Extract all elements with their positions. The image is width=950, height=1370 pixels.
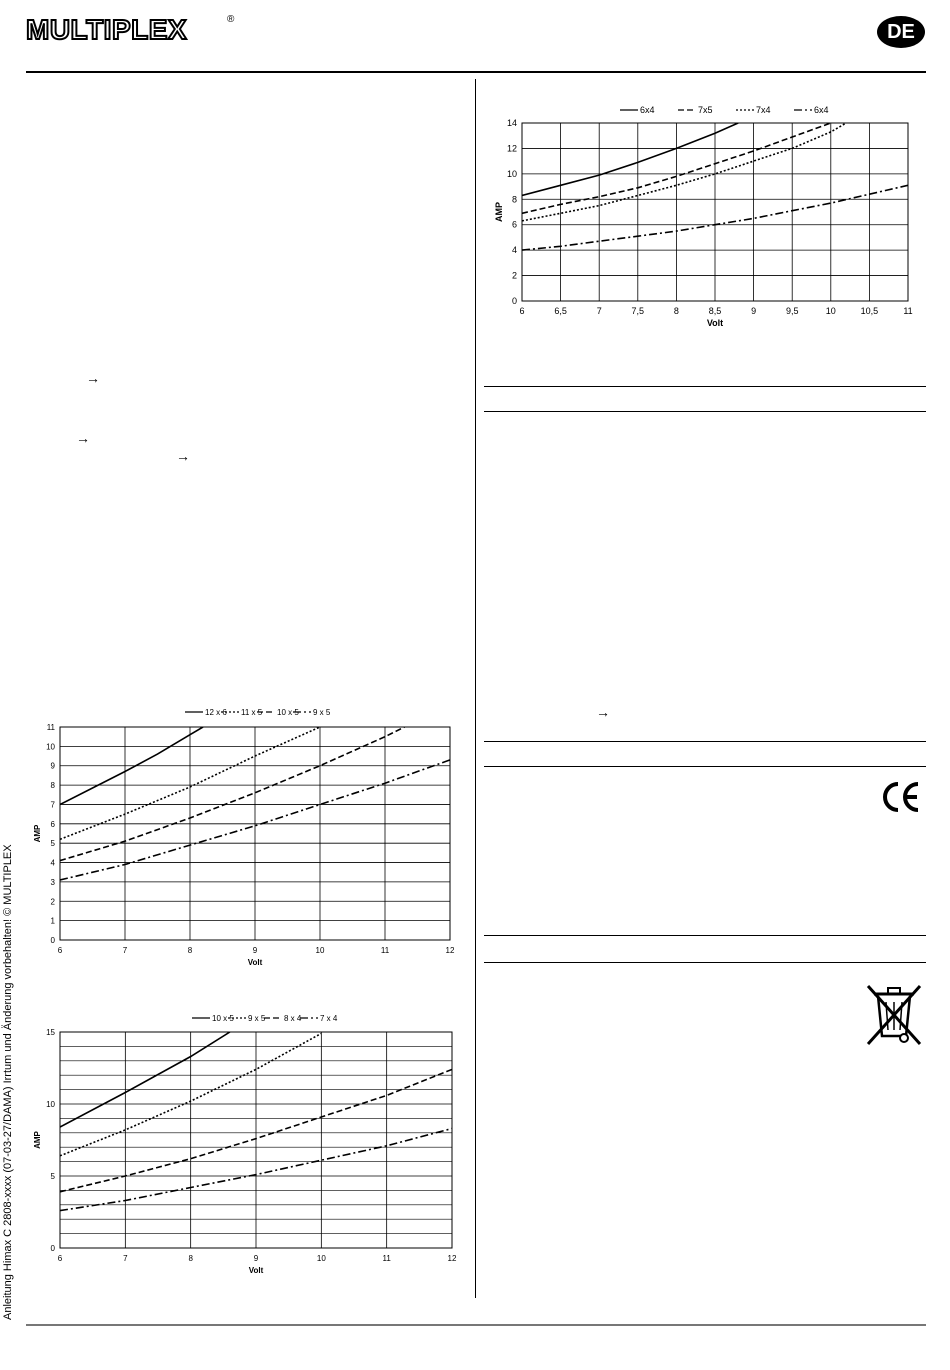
y-tick-label: 12 [506,143,517,154]
x-axis-label: Volt [248,1266,264,1275]
x-tick-label: 7 [123,1254,128,1263]
x-tick-label: 12 [447,1254,457,1263]
legend-label: 6x4 [640,105,655,115]
sidebar-legal-text: Anleitung Himax C 2808-xxxx (07-03-27/DAMA) Irrtum und Änderung vorbehalten! © MULTIPLEX [2,844,14,1320]
y-tick-label: 5 [50,839,55,849]
y-tick-label: 10 [506,168,517,179]
y-tick-label: 10 [46,742,55,752]
legend-label: 9 x 5 [313,708,331,717]
y-tick-label: 11 [46,723,55,732]
section-rule [484,741,926,742]
legend-label: 11 x 5 [241,708,263,717]
y-tick-label: 4 [50,858,55,868]
section-rule [484,766,926,767]
x-tick-label: 10,5 [860,306,879,316]
x-tick-label: 7,5 [631,306,645,316]
crossed-bin-icon [864,982,924,1048]
section-rule [484,411,926,412]
y-tick-label: 0 [50,936,55,945]
x-tick-label: 6 [57,1254,63,1263]
current-chart-small-props [490,98,920,348]
x-tick-label: 12 [445,946,455,955]
legend-label: 8 x 4 [284,1014,302,1023]
column-divider [475,79,476,1298]
x-tick-label: 11 [380,946,390,955]
arrow-icon: → [596,704,610,720]
legend-label: 9 x 5 [248,1014,266,1023]
y-tick-label: 9 [50,761,55,771]
x-tick-label: 7 [596,306,602,316]
x-tick-label: 8 [188,1254,193,1263]
x-tick-label: 10 [315,946,325,955]
x-tick-label: 9 [253,1254,259,1263]
ce-mark-icon [880,780,922,814]
x-tick-label: 8 [187,946,193,955]
y-tick-label: 8 [511,194,517,205]
current-chart-large-props [30,1010,470,1285]
legend-label: 7x4 [756,105,771,115]
legend-label: 10 x 5 [212,1014,234,1023]
arrow-icon: → [86,370,100,386]
x-tick-label: 11 [382,1254,391,1263]
y-tick-label: 6 [511,219,517,230]
y-tick-label: 8 [50,781,55,791]
y-tick-label: 6 [50,819,55,829]
section-rule [484,386,926,387]
legend-label: 10 x 5 [277,708,299,717]
legend-label: 7x5 [698,105,713,115]
y-axis-label: AMP [33,824,42,843]
x-axis-label: Volt [706,318,724,328]
x-tick-label: 7 [122,946,128,955]
y-axis-label: AMP [33,1131,42,1149]
y-tick-label: 0 [511,296,517,306]
y-tick-label: 7 [50,800,55,810]
language-badge: DE [877,16,925,48]
x-axis-label: Volt [247,958,263,967]
y-tick-label: 5 [50,1172,55,1181]
x-tick-label: 9 [751,306,757,316]
x-tick-label: 10 [316,1254,326,1263]
arrow-icon: → [176,448,190,464]
y-tick-label: 2 [511,270,517,281]
legend-label: 12 x 6 [205,708,227,717]
x-tick-label: 6 [57,946,63,955]
y-tick-label: 1 [50,916,55,926]
ce-mark-label: CE [880,780,882,781]
arrow-icon: → [76,430,90,446]
x-tick-label: 6,5 [554,306,567,316]
x-tick-label: 9,5 [785,306,799,316]
brand-logo: MULTIPLEX [26,14,188,45]
y-tick-label: 14 [506,118,517,128]
current-chart-medium-props [30,702,470,972]
legend-label: 6x4 [814,105,829,115]
y-axis-label: AMP [494,202,504,222]
section-rule [484,935,926,936]
x-tick-label: 8,5 [708,306,722,316]
header-rule [26,71,926,73]
section-rule [484,962,926,963]
x-tick-label: 11 [903,306,913,316]
legend-label: 7 x 4 [320,1014,338,1023]
y-tick-label: 15 [46,1028,55,1037]
x-tick-label: 9 [252,946,258,955]
footer-rule [26,1324,926,1326]
registered-mark: ® [227,14,235,25]
y-tick-label: 10 [46,1100,55,1109]
x-tick-label: 8 [673,306,679,316]
y-tick-label: 2 [50,897,55,907]
x-tick-label: 6 [519,306,525,316]
y-tick-label: 4 [511,245,517,256]
y-tick-label: 3 [50,877,55,887]
x-tick-label: 10 [825,306,836,316]
y-tick-label: 0 [50,1244,55,1253]
